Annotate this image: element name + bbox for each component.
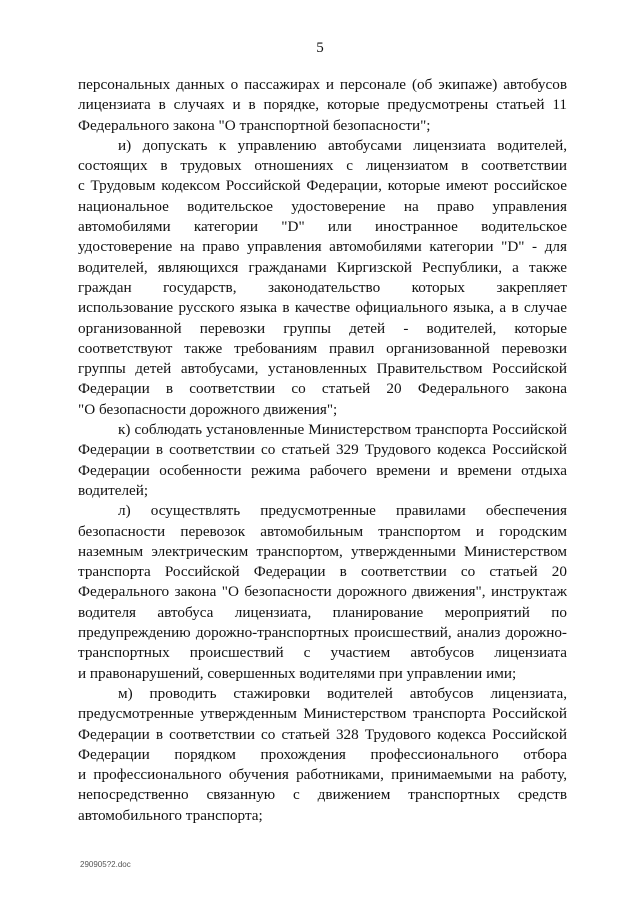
text-line: транспортных происшествий с участием автобусов лицензиата <box>78 644 567 662</box>
text-line: Федерального закона "О транспортной безопасности"; <box>78 116 431 134</box>
paragraph-item-k <box>78 420 567 501</box>
text-line: с Трудовым кодексом Российской Федерации, которые имеют российское <box>78 177 567 195</box>
document-body <box>78 75 567 826</box>
text-line: м) проводить стажировки водителей автобусов лицензиата, <box>118 684 567 702</box>
paragraph-item-m <box>78 684 567 826</box>
text-line: водителя автобуса лицензиата, планирование мероприятий по <box>78 603 567 621</box>
text-line: предупреждению дорожно-транспортных происшествий, анализ дорожно- <box>78 624 567 642</box>
text-line: и) допускать к управлению автобусами лицензиата водителей, <box>118 136 567 154</box>
text-line: автомобилями категории "D" или иностранное водительское <box>78 218 567 236</box>
paragraph-item-l <box>78 501 567 684</box>
page-number: 5 <box>316 40 324 56</box>
text-line: и правонарушений, совершенных водителями при управлении ими; <box>78 664 517 682</box>
text-line: водителей; <box>78 481 149 499</box>
text-line: использование русского языка в качестве официального языка, а в случае <box>78 299 567 317</box>
text-line: состоящих в трудовых отношениях с лицензиатом в соответствии <box>78 157 567 175</box>
text-line: Федерации в соответствии со статьей 328 Трудового кодекса Российской <box>78 725 567 743</box>
text-line: "О безопасности дорожного движения"; <box>78 400 338 418</box>
text-line: соответствуют также требованиям правил организованной перевозки <box>78 339 567 357</box>
document-file-code: 290905?2.doc <box>80 860 131 869</box>
text-line: л) осуществлять предусмотренные правилами обеспечения <box>118 502 567 520</box>
text-line: Федерации в соответствии со статьей 329 Трудового кодекса Российской <box>78 441 567 459</box>
text-line: персональных данных о пассажирах и персонале (об экипаже) автобусов <box>78 76 567 93</box>
text-line: непосредственно связанную с движением транспортных средств <box>78 786 567 804</box>
text-line: к) соблюдать установленные Министерством транспорта Российской <box>118 421 567 439</box>
text-line: безопасности перевозок автомобильным транспортом и городским <box>78 522 567 540</box>
text-line: Федерации особенности режима рабочего времени и времени отдыха <box>78 461 567 479</box>
text-line: и профессионального обучения работниками, принимаемыми на работу, <box>78 766 567 784</box>
text-line: транспорта Российской Федерации в соответствии со статьей 20 <box>78 563 567 581</box>
text-line: автомобильного транспорта; <box>78 806 263 824</box>
text-line: наземным электрическим транспортом, утвержденными Министерством <box>78 542 567 560</box>
text-line: водителей, являющихся гражданами Киргизской Республики, а также <box>78 258 567 276</box>
paragraph-item-i <box>78 136 567 420</box>
text-line: Федерации порядком прохождения профессионального отбора <box>78 745 567 763</box>
text-line: граждан государств, законодательство которых закрепляет <box>78 278 567 296</box>
text-line: предусмотренные утвержденным Министерством транспорта Российской <box>78 705 567 723</box>
text-line: организованной перевозки группы детей - водителей, которые <box>78 319 567 337</box>
text-line: Федерального закона "О безопасности дорожного движения", инструктаж <box>78 583 567 601</box>
paragraph-continuation <box>78 75 567 136</box>
text-line: удостоверение на право управления автомобилями категории "D" - для <box>78 238 567 256</box>
text-line: группы детей автобусами, установленных Правительством Российской <box>78 360 567 378</box>
text-line: Федерации в соответствии со статьей 20 Федерального закона <box>78 380 567 398</box>
text-line: национальное водительское удостоверение на право управления <box>78 197 567 215</box>
text-line: лицензиата в случаях и в порядке, которые предусмотрены статьей 11 <box>78 96 567 114</box>
